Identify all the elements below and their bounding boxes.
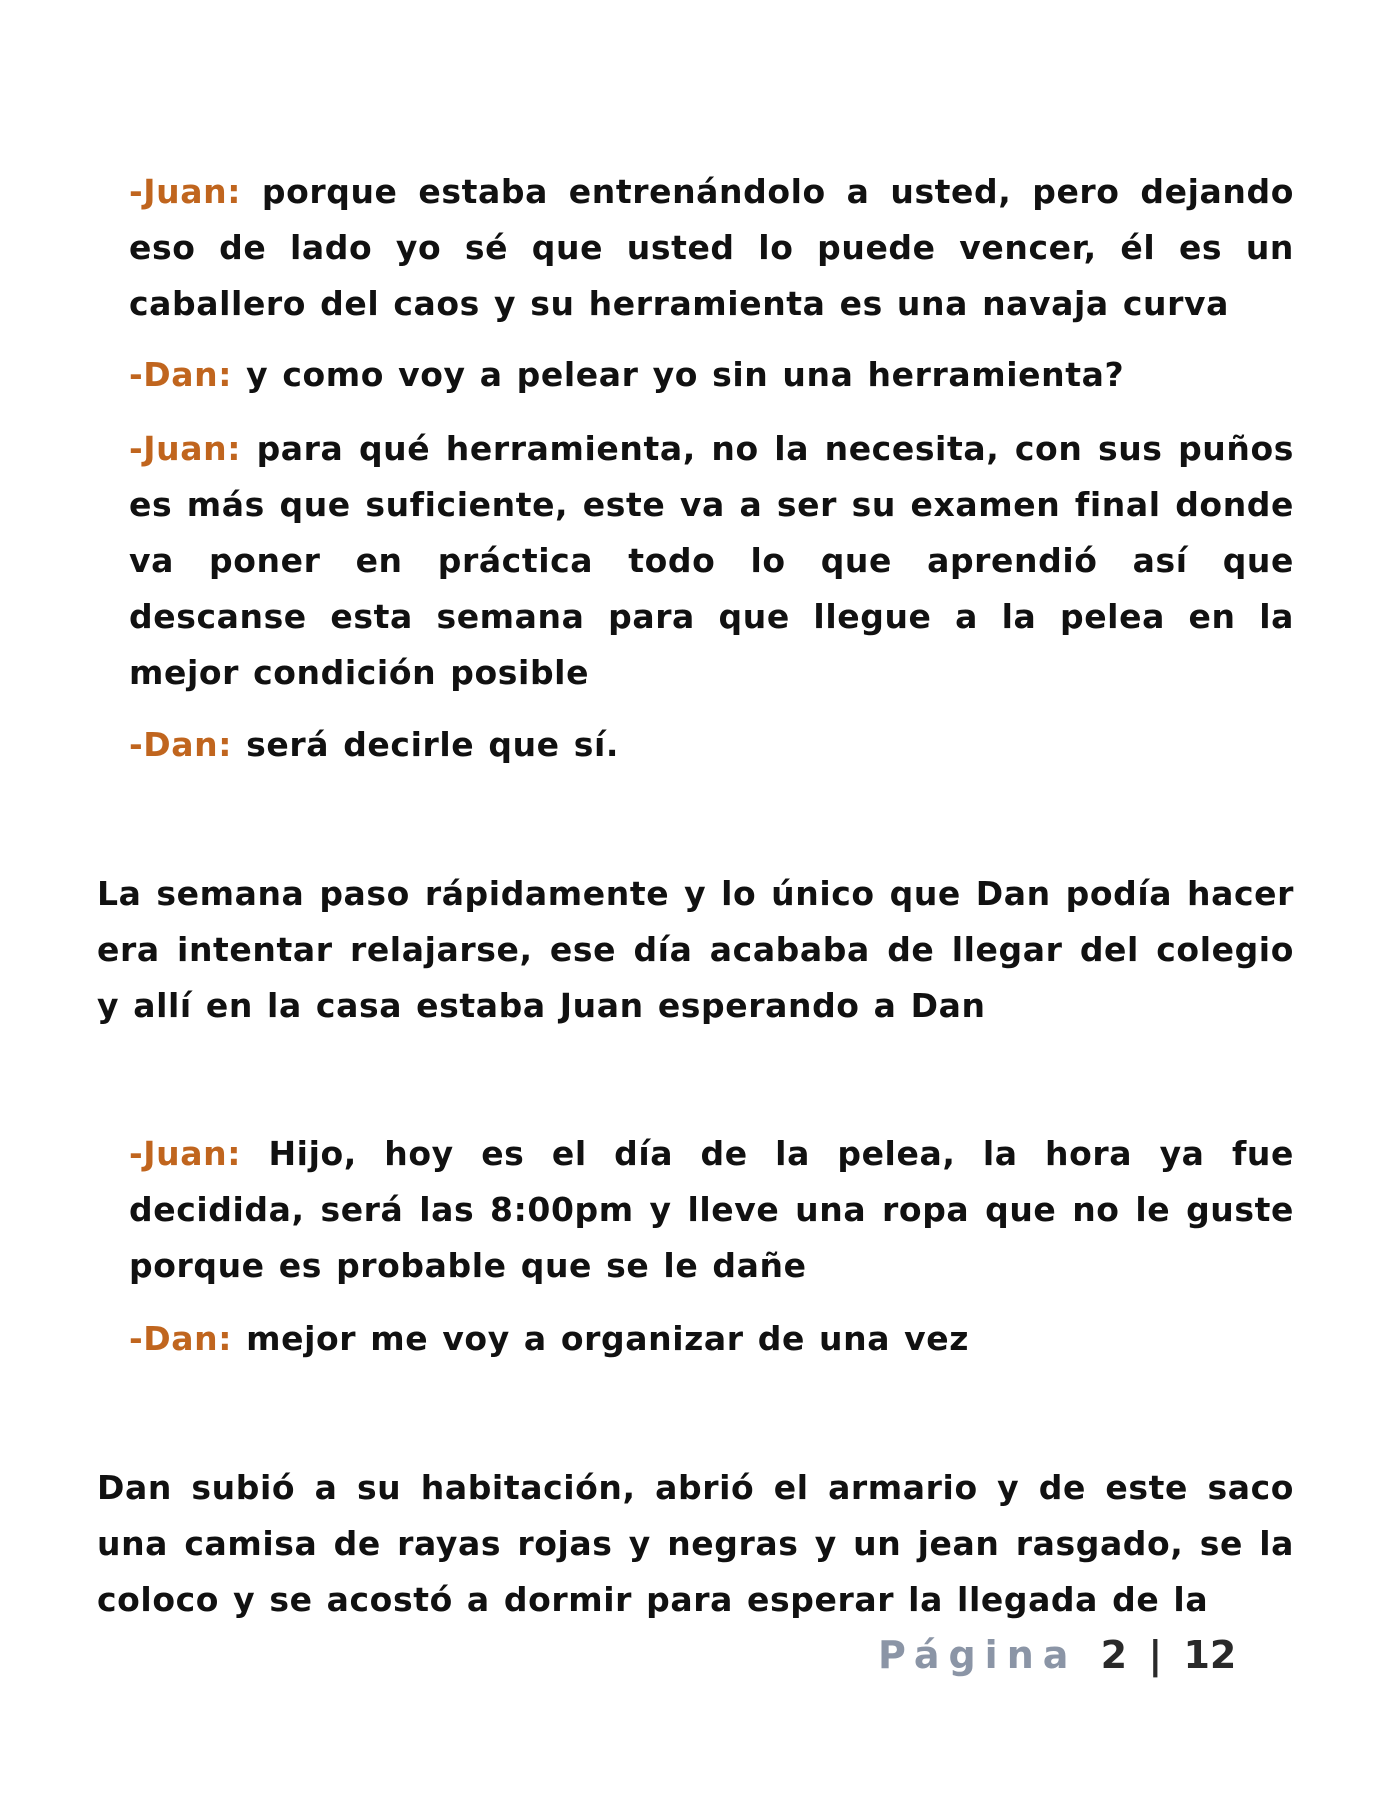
dialogue-paragraph <box>129 164 1294 332</box>
speaker-label: -Juan: <box>129 429 242 468</box>
narration-paragraph: La semana paso rápidamente y lo único que Dan podía hacer era intentar relajarse, ese día acababa de llegar del colegio y allí en la casa estaba Juan esperando a Dan <box>97 874 1294 1025</box>
speaker-label: -Dan: <box>129 355 233 394</box>
page-label: Página <box>878 1633 1078 1677</box>
dialogue-text: para qué herramienta, no la necesita, con sus puños es más que suficiente, este va a ser su examen final donde va poner en práctica todo lo que aprendió así que descanse esta semana para que llegue a la pelea en la mejor condición posible <box>129 429 1294 692</box>
dialogue-paragraph <box>129 1126 1294 1294</box>
page-number: 2 <box>1100 1633 1128 1677</box>
dialogue-paragraph <box>129 1311 1294 1367</box>
page-separator: | <box>1148 1633 1163 1677</box>
narration-paragraph: Dan subió a su habitación, abrió el armario y de este saco una camisa de rayas rojas y negras y un jean rasgado, se la coloco y se acostó a dormir para esperar la llegada de la <box>97 1468 1294 1619</box>
dialogue-paragraph <box>129 717 1294 773</box>
speaker-label: -Juan: <box>129 1134 242 1173</box>
speaker-label: -Dan: <box>129 1319 233 1358</box>
dialogue-text: será decirle que sí. <box>246 725 620 764</box>
page-footer <box>878 1627 1236 1683</box>
dialogue-text: y como voy a pelear yo sin una herramienta? <box>246 355 1125 394</box>
dialogue-text: mejor me voy a organizar de una vez <box>246 1319 970 1358</box>
dialogue-text: Hijo, hoy es el día de la pelea, la hora ya fue decidida, será las 8:00pm y lleve una ropa que no le guste porque es probable que se le dañe <box>129 1134 1294 1285</box>
dialogue-text: porque estaba entrenándolo a usted, pero dejando eso de lado yo sé que usted lo puede vencer, él es un caballero del caos y su herramienta es una navaja curva <box>129 172 1294 323</box>
page-total: 12 <box>1183 1633 1237 1677</box>
speaker-label: -Juan: <box>129 172 242 211</box>
dialogue-paragraph <box>129 421 1294 701</box>
speaker-label: -Dan: <box>129 725 233 764</box>
dialogue-paragraph <box>129 347 1294 403</box>
